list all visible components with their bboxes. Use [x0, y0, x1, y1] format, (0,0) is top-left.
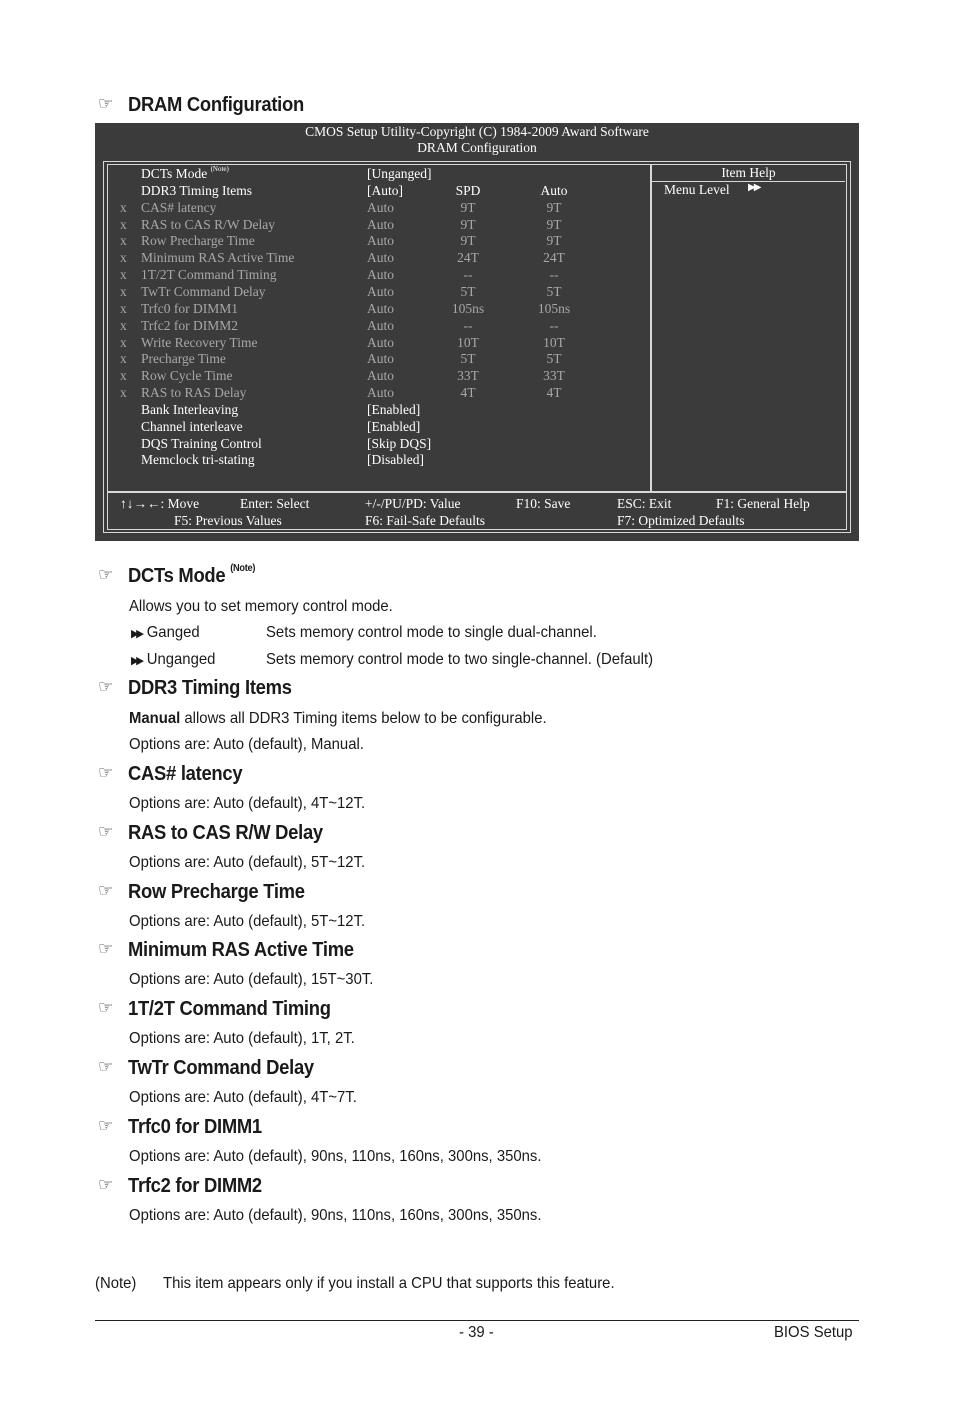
bios-item-value: Auto	[367, 217, 394, 232]
option-ganged: ▶▶ Ganged	[131, 624, 200, 641]
bios-item-value[interactable]: [Disabled]	[367, 452, 424, 467]
row-disabled-mark: x	[120, 200, 127, 215]
bios-title: CMOS Setup Utility-Copyright (C) 1984-2009 Award Software	[305, 124, 649, 139]
row-disabled-mark: x	[120, 284, 127, 299]
row-disabled-mark: x	[120, 368, 127, 383]
pointing-hand-icon: ☞	[98, 565, 114, 585]
option-description: Options are: Auto (default), 1T, 2T.	[129, 1030, 355, 1047]
bios-item-value: Auto	[367, 335, 394, 350]
bios-item-spd: SPD	[455, 183, 481, 198]
bios-item-value: Auto	[367, 301, 394, 316]
bios-item-spd: 5T	[460, 351, 476, 366]
option-ganged-desc: Sets memory control mode to single dual-channel.	[266, 624, 597, 641]
bios-item-auto: 9T	[546, 217, 562, 232]
ddr3-timing-heading: DDR3 Timing Items	[128, 677, 292, 699]
nav-f7: F7: Optimized Defaults	[617, 513, 745, 528]
row-disabled-mark: x	[120, 250, 127, 265]
bios-item-label: Minimum RAS Active Time	[141, 250, 295, 265]
option-description: Options are: Auto (default), 4T~7T.	[129, 1089, 357, 1106]
row-disabled-mark: x	[120, 351, 127, 366]
bios-item-label[interactable]: Bank Interleaving	[141, 402, 239, 417]
bios-item-label: RAS to RAS Delay	[141, 385, 247, 400]
bios-item-label: Write Recovery Time	[141, 335, 258, 350]
bios-item-spd: 4T	[460, 385, 476, 400]
bios-item-value: Auto	[367, 385, 394, 400]
pointing-hand-icon: ☞	[98, 1175, 114, 1195]
bios-item-label: Precharge Time	[141, 351, 226, 366]
double-arrow-icon: ▶▶	[131, 654, 142, 667]
option-heading: CAS# latency	[128, 763, 243, 785]
bios-item-label[interactable]: DDR3 Timing Items	[141, 183, 253, 198]
bios-item-label: TwTr Command Delay	[141, 284, 266, 299]
row-disabled-mark: x	[120, 385, 127, 400]
bios-item-label[interactable]	[141, 166, 229, 182]
bios-item-auto: 5T	[546, 284, 562, 299]
option-heading: RAS to CAS R/W Delay	[128, 822, 323, 844]
row-disabled-mark: x	[120, 318, 127, 333]
bios-item-spd: 24T	[457, 250, 479, 265]
section-title: DRAM Configuration	[128, 94, 304, 116]
note-text: This item appears only if you install a CPU that supports this feature.	[163, 1275, 615, 1292]
bios-item-value[interactable]: [Enabled]	[367, 419, 421, 434]
option-heading: TwTr Command Delay	[128, 1057, 314, 1079]
nav-value: +/-/PU/PD: Value	[365, 496, 461, 511]
bios-subtitle: DRAM Configuration	[417, 140, 537, 155]
nav-move: ↑↓→←: Move	[120, 496, 200, 511]
footer-rule	[95, 1320, 859, 1321]
bios-item-label: Row Cycle Time	[141, 368, 233, 383]
bios-item-value: Auto	[367, 284, 394, 299]
bios-item-label: Trfc0 for DIMM1	[141, 301, 238, 316]
bios-item-value: Auto	[367, 267, 394, 282]
option-description: Options are: Auto (default), 90ns, 110ns, 160ns, 300ns, 350ns.	[129, 1207, 542, 1224]
nav-esc: ESC: Exit	[617, 496, 672, 511]
bios-item-label: 1T/2T Command Timing	[141, 267, 277, 282]
option-heading: Row Precharge Time	[128, 881, 305, 903]
bios-item-auto: --	[549, 318, 559, 333]
option-heading: Minimum RAS Active Time	[128, 939, 354, 961]
bios-item-label: RAS to CAS R/W Delay	[141, 217, 276, 232]
item-help-title: Item Help	[721, 165, 776, 180]
bios-item-label-text: DCTs Mode	[141, 166, 208, 181]
row-disabled-mark: x	[120, 335, 127, 350]
bios-item-label[interactable]: Channel interleave	[141, 419, 243, 434]
ddr3-timing-desc: Manual allows all DDR3 Timing items below to be configurable.	[129, 710, 547, 727]
bios-item-spd: 9T	[460, 233, 476, 248]
bios-item-value[interactable]: [Unganged]	[367, 166, 432, 181]
option-unganged: ▶▶ Unganged	[131, 651, 216, 668]
bios-item-spd: 10T	[457, 335, 479, 350]
bios-item-auto: 105ns	[537, 301, 571, 316]
pointing-hand-icon: ☞	[98, 763, 114, 783]
bios-item-label[interactable]: Memclock tri-stating	[141, 452, 255, 467]
bios-item-value: Auto	[367, 318, 394, 333]
bios-item-auto: --	[549, 267, 559, 282]
option-description: Options are: Auto (default), 5T~12T.	[129, 913, 366, 930]
bios-item-value[interactable]: [Skip DQS]	[367, 436, 432, 451]
bios-item-label: Trfc2 for DIMM2	[141, 318, 238, 333]
bios-item-auto: 33T	[543, 368, 565, 383]
bios-item-auto: Auto	[540, 183, 568, 198]
bios-item-value: Auto	[367, 200, 394, 215]
bios-item-label: Row Precharge Time	[141, 233, 255, 248]
bios-item-auto: 24T	[543, 250, 565, 265]
note-label: (Note)	[95, 1275, 137, 1292]
bios-item-value: Auto	[367, 233, 394, 248]
bios-item-value: Auto	[367, 368, 394, 383]
menu-level-label: Menu Level	[664, 182, 730, 197]
bios-screen	[95, 123, 859, 541]
bios-item-spd: --	[463, 318, 473, 333]
pointing-hand-icon: ☞	[98, 677, 114, 697]
nav-enter: Enter: Select	[240, 496, 310, 511]
row-disabled-mark: x	[120, 301, 127, 316]
bios-item-value: Auto	[367, 250, 394, 265]
row-disabled-mark: x	[120, 233, 127, 248]
nav-f10: F10: Save	[516, 496, 571, 511]
option-description: Options are: Auto (default), 5T~12T.	[129, 854, 366, 871]
option-unganged-desc: Sets memory control mode to two single-channel. (Default)	[266, 651, 654, 668]
bios-item-label[interactable]: DQS Training Control	[141, 436, 262, 451]
bios-item-auto: 9T	[546, 233, 562, 248]
option-description: Options are: Auto (default), 90ns, 110ns, 160ns, 300ns, 350ns.	[129, 1148, 542, 1165]
dcts-mode-heading: DCTs Mode $^{(Note)}$	[128, 563, 256, 587]
bios-item-label: CAS# latency	[141, 200, 217, 215]
row-disabled-mark: x	[120, 217, 127, 232]
option-heading: Trfc0 for DIMM1	[128, 1116, 262, 1138]
nav-f1: F1: General Help	[716, 496, 810, 511]
option-heading: Trfc2 for DIMM2	[128, 1175, 262, 1197]
ddr3-timing-options: Options are: Auto (default), Manual.	[129, 736, 364, 753]
bios-item-spd: 9T	[460, 200, 476, 215]
bios-item-auto: 9T	[546, 200, 562, 215]
pointing-hand-icon: ☞	[98, 1116, 114, 1136]
pointing-hand-icon: ☞	[98, 998, 114, 1018]
bios-help-panel	[651, 164, 847, 492]
pointing-hand-icon: ☞	[98, 939, 114, 959]
page-number: - 39 -	[459, 1324, 494, 1341]
pointing-hand-icon: ☞	[98, 881, 114, 901]
pointing-hand-icon: ☞	[98, 1057, 114, 1077]
nav-f6: F6: Fail-Safe Defaults	[365, 513, 485, 528]
option-description: Options are: Auto (default), 4T~12T.	[129, 795, 366, 812]
bios-item-spd: 5T	[460, 284, 476, 299]
note-superscript: (Note)	[210, 164, 229, 173]
bios-item-value[interactable]: [Enabled]	[367, 402, 421, 417]
bios-item-spd: 9T	[460, 217, 476, 232]
bios-item-spd: 105ns	[451, 301, 485, 316]
row-disabled-mark: x	[120, 267, 127, 282]
menu-level-arrows-icon: ▶▶	[748, 182, 760, 193]
nav-f5: F5: Previous Values	[174, 513, 282, 528]
pointing-hand-icon: ☞	[98, 822, 114, 842]
bios-item-spd: --	[463, 267, 473, 282]
bios-item-value[interactable]: [Auto]	[367, 183, 403, 198]
bios-item-auto: 5T	[546, 351, 562, 366]
footer-section: BIOS Setup	[774, 1324, 853, 1341]
option-heading: 1T/2T Command Timing	[128, 998, 331, 1020]
bios-item-spd: 33T	[457, 368, 479, 383]
dcts-mode-desc: Allows you to set memory control mode.	[129, 598, 393, 615]
pointing-hand-icon: ☞	[98, 94, 114, 114]
double-arrow-icon: ▶▶	[131, 627, 142, 640]
bios-item-auto: 4T	[546, 385, 562, 400]
option-description: Options are: Auto (default), 15T~30T.	[129, 971, 374, 988]
bios-item-value: Auto	[367, 351, 394, 366]
bios-item-auto: 10T	[543, 335, 565, 350]
